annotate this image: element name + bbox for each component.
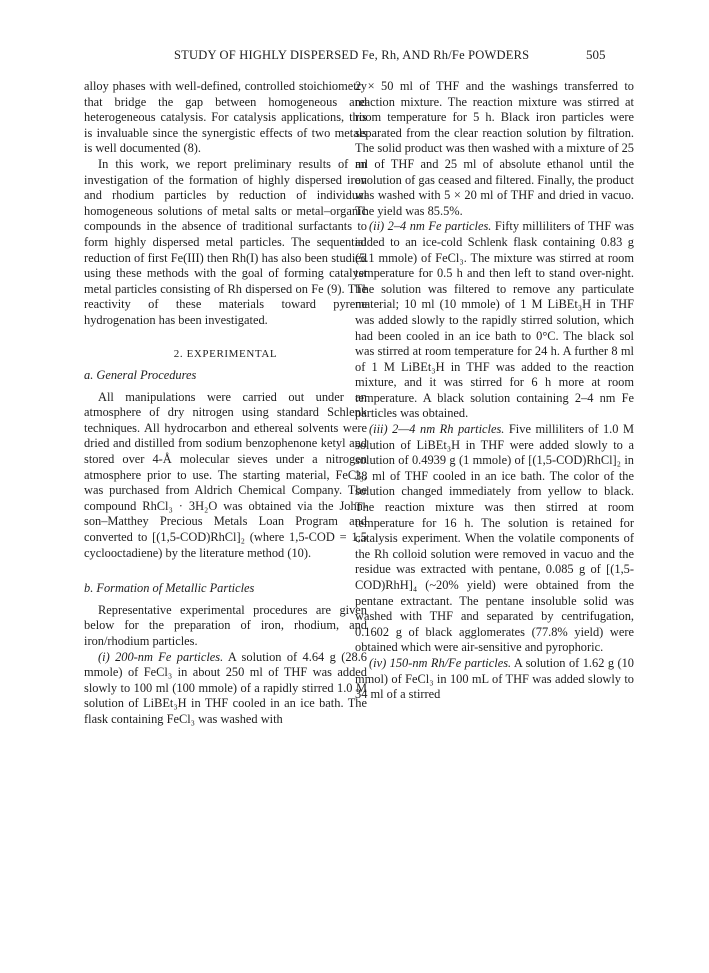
right-paragraph-1: 2 × 50 ml of THF and the washings transferred to reaction mixture. The reaction mixture was stirred at room temperature for 5 h. Black iron particles were separated from the clear reaction solution by filtration. The solid product was then washed with a mixture of 25 ml of THF and 25 ml of absolute ethanol until the evolution of gas ceased and filtered. Finally, the product was washed with 5 × 20 ml of THF and dried in vacuo. The yield was 85.5%. — [355, 79, 634, 218]
procedure-text-fe-2-4nm: Fifty milliliters of THF was added to an ice-cold Schlenk flask containing 0.83 g (5.1 mmole) of FeCl₃. The mixture was stirred at room temperature for 0.5 h and then left to stand over-night. The solution was filtered to remove any particulate material; 10 ml (10 mmole) of 1 M LiBEt₃H in THF was added slowly to the rapidly stirred solution, which had been cooled in an ice bath to 0°C. The black sol was stirred at room temperature for 24 h. A further 8 ml of 1 M LiBEt₃H in THF was added to the reaction mixture, and it was stirred for 6 h more at room temperature. A black solution containing 2–4 nm Fe particles was obtained. — [355, 219, 634, 421]
procedure-label-fe-200nm: (i) 200-nm Fe particles. — [98, 649, 224, 664]
right-paragraph-3 — [355, 422, 634, 656]
section-heading-experimental: 2. EXPERIMENTAL — [173, 347, 278, 360]
subheading-formation-particles: b. Formation of Metallic Particles — [84, 581, 255, 596]
procedure-text-rh-2-4nm: Five milliliters of 1.0 M solution of LiBEt₃H in THF were added slowly to a solution of 0.4939 g (1 mmole) of [(1,5-COD)RhCl]₂ in 38 ml of THF cooled in an ice bath. The color of the solution changed immediately from yellow to black. The reaction mixture was then stirred at room temperature for 16 h. The solution is retained for catalysis experiment. When the volatile components of the Rh colloid solution were removed in vacuo and the residue was extracted with pentane, 0.085 g of [(1,5-COD)RhH]₄ (~20% yield) were obtained from the pentane extractant. The pentane insoluble solid was washed with THF and separated by centrifugation, 0.1602 g of black agglomerates (77.8% yield) were obtained which were air-sensitive and pyrophoric. — [355, 422, 634, 655]
procedure-label-rhfe-150nm: (iv) 150-nm Rh/Fe particles. — [369, 655, 512, 670]
procedure-label-rh-2-4nm: (iii) 2—4 nm Rh particles. — [369, 422, 505, 437]
procedure-label-fe-2-4nm: (ii) 2–4 nm Fe particles. — [369, 219, 492, 234]
left-paragraph-5 — [84, 650, 367, 728]
left-paragraph-4: Representative experimental procedures are given below for the preparation of iron, rhodium, and iron/rhodium particles. — [84, 602, 367, 648]
right-column — [355, 79, 634, 703]
left-column — [84, 79, 367, 728]
running-header-title: STUDY OF HIGHLY DISPERSED Fe, Rh, AND Rh/Fe POWDERS — [174, 48, 530, 62]
subheading-general-procedures: a. General Procedures — [84, 368, 197, 383]
procedure-text-rhfe-150nm: A solution of 1.62 g (10 mmol) of FeCl₃ in 100 mL of THF was added slowly to 34 ml of a stirred — [355, 655, 634, 702]
left-paragraph-1: alloy phases with well-defined, controlled stoichiometry that bridge the gap between homogeneous and heterogeneous catalysis. For catalysis applications, this is invaluable since the synergistic effects of two metals is well documented (8). — [84, 79, 367, 156]
procedure-text-fe-200nm: A solution of 4.64 g (28.6 mmole) of FeCl₃ in about 250 ml of THF was added slowly to 100 ml (100 mmole) of a rapidly stirred 1.0 M solution of LiBEt₃H in THF cooled in an ice bath. The flask containing FeCl₃ was washed with — [84, 649, 368, 726]
left-paragraph-3: All manipulations were carried out under an atmosphere of dry nitrogen using standard Schlenk techniques. All hydrocarbon and ethereal solvents were dried and distilled from sodium benzophenone ketyl and stored over 4-Å molecular sieves under a nitrogen atmosphere prior to use. The starting material, FeCl₃, was purchased from Aldrich Chemical Company. The compound RhCl₃ · 3H₂O was obtained via the John-son–Matthey Precious Metals Loan Program and converted to [(1,5-COD)RhCl]₂ (where 1,5-COD = 1,5 cyclooctadiene) by the literature method (10). — [84, 389, 367, 560]
right-paragraph-2 — [355, 219, 634, 422]
page-number: 505 — [586, 47, 606, 62]
left-paragraph-2: In this work, we report preliminary results of an investigation of the formation of highly dispersed iron and rhodium particles by reduction of individual homogeneous solutions of metal salts or metal–organic compounds in the absence of traditional surfactants to form highly dispersed metal particles. The sequential reduction of first Fe(III) then Rh(I) has also been studied using these methods with the goal of forming catalyst metal particles consisting of Rh dispersed on Fe (9). The reactivity of these materials toward pyrene hydrogenation has been investigated. — [84, 156, 367, 327]
right-paragraph-4 — [355, 656, 634, 703]
